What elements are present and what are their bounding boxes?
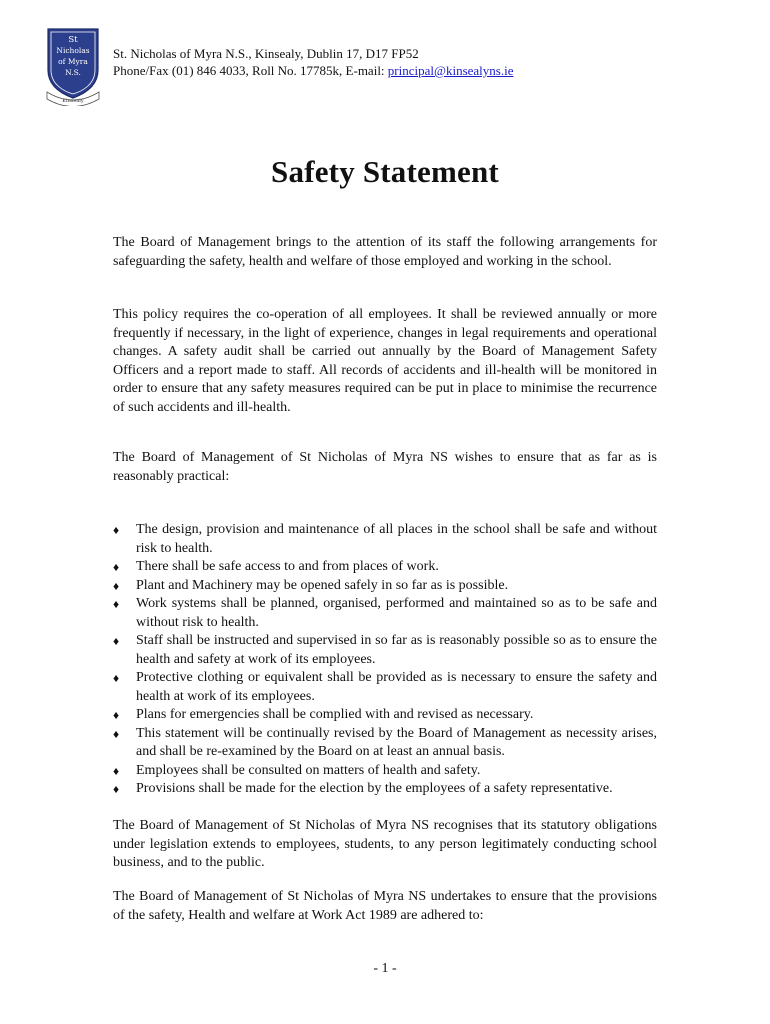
diamond-bullet-icon: ♦ [113, 782, 120, 796]
svg-text:St: St [68, 35, 78, 45]
list-item-text: This statement will be continually revised by the Board of Management as necessity arises, and shall be re-examined by the Board on at least an annual basis. [136, 725, 657, 759]
list-item [113, 706, 657, 725]
diamond-bullet-icon: ♦ [113, 560, 120, 574]
undertaking-paragraph: The Board of Management of St Nicholas of Myra NS undertakes to ensure that the provisions of the safety, Health and welfare at Work Act 1989 are adhered to: [113, 889, 657, 923]
ensure-paragraph: The Board of Management of St Nicholas of Myra NS wishes to ensure that as far as is reasonably practical: [113, 450, 657, 484]
list-item [113, 725, 657, 762]
diamond-bullet-icon: ♦ [113, 708, 120, 722]
intro-paragraph: The Board of Management brings to the attention of its staff the following arrangements for safeguarding the safety, health and welfare of those employed and working in the school. [113, 235, 657, 269]
diamond-bullet-icon: ♦ [113, 726, 120, 741]
list-item [113, 632, 657, 669]
svg-text:Kinsealy: Kinsealy [62, 98, 84, 104]
list-item [113, 762, 657, 781]
address-line: St. Nicholas of Myra N.S., Kinsealy, Dublin 17, D17 FP52 [113, 46, 419, 61]
diamond-bullet-icon: ♦ [113, 671, 120, 685]
svg-text:Nicholas: Nicholas [56, 46, 90, 55]
list-item [113, 521, 657, 558]
list-item [113, 780, 657, 799]
list-item-text: Provisions shall be made for the election by the employees of a safety representative. [136, 781, 613, 796]
list-item [113, 595, 657, 632]
obligations-paragraph: The Board of Management of St Nicholas of Myra NS recognises that its statutory obligations under legislation extends to employees, students, to any person legitimately conducting school business, and to the public. [113, 818, 657, 870]
contact-line [113, 62, 514, 79]
diamond-bullet-icon: ♦ [113, 634, 120, 648]
list-item [113, 577, 657, 596]
diamond-bullet-icon: ♦ [113, 597, 120, 611]
school-crest-logo [44, 26, 102, 106]
list-item [113, 669, 657, 706]
list-item-text: The design, provision and maintenance of all places in the school shall be safe and without risk to health. [136, 522, 657, 556]
list-item-text: There shall be safe access to and from places of work. [136, 559, 439, 574]
list-item-text: Employees shall be consulted on matters of health and safety. [136, 762, 481, 778]
svg-text:of Myra: of Myra [58, 57, 88, 66]
diamond-bullet-icon: ♦ [113, 763, 120, 778]
svg-text:N.S.: N.S. [65, 68, 81, 77]
safety-measures-list [113, 521, 657, 799]
page-number: - 1 - [373, 961, 397, 976]
list-item-text: Staff shall be instructed and supervised in so far as is reasonably possible so as to ensure the health and safety at work of its employees. [136, 633, 657, 667]
list-item-text: Protective clothing or equivalent shall be provided as is necessary to ensure the safety and health at work of its employees. [136, 670, 657, 704]
policy-paragraph: This policy requires the co-operation of all employees. It shall be reviewed annually or more frequently if necessary, in the light of experience, changes in legal requirements and operational changes. A safety audit shall be carried out annually by the Board of Management Safety Officers and a report made to staff. All records of accidents and ill-health will be monitored in order to ensure that any safety measures required can be put in place to minimise the recurrence of such accidents and ill-health. [113, 307, 657, 415]
email-link[interactable]: principal@kinsealyns.ie [387, 63, 514, 78]
diamond-bullet-icon: ♦ [113, 523, 120, 537]
contact-text: Phone/Fax (01) 846 4033, Roll No. 17785k, E-mail: [113, 63, 388, 78]
diamond-bullet-icon: ♦ [113, 578, 120, 593]
page-title: Safety Statement [271, 154, 499, 189]
letterhead [113, 45, 514, 79]
list-item-text: Plant and Machinery may be opened safely in so far as is possible. [136, 577, 509, 593]
list-item [113, 558, 657, 577]
list-item-text: Work systems shall be planned, organised, performed and maintained so as to be safe and without risk to health. [136, 596, 657, 630]
list-item-text: Plans for emergencies shall be complied with and revised as necessary. [136, 707, 534, 722]
